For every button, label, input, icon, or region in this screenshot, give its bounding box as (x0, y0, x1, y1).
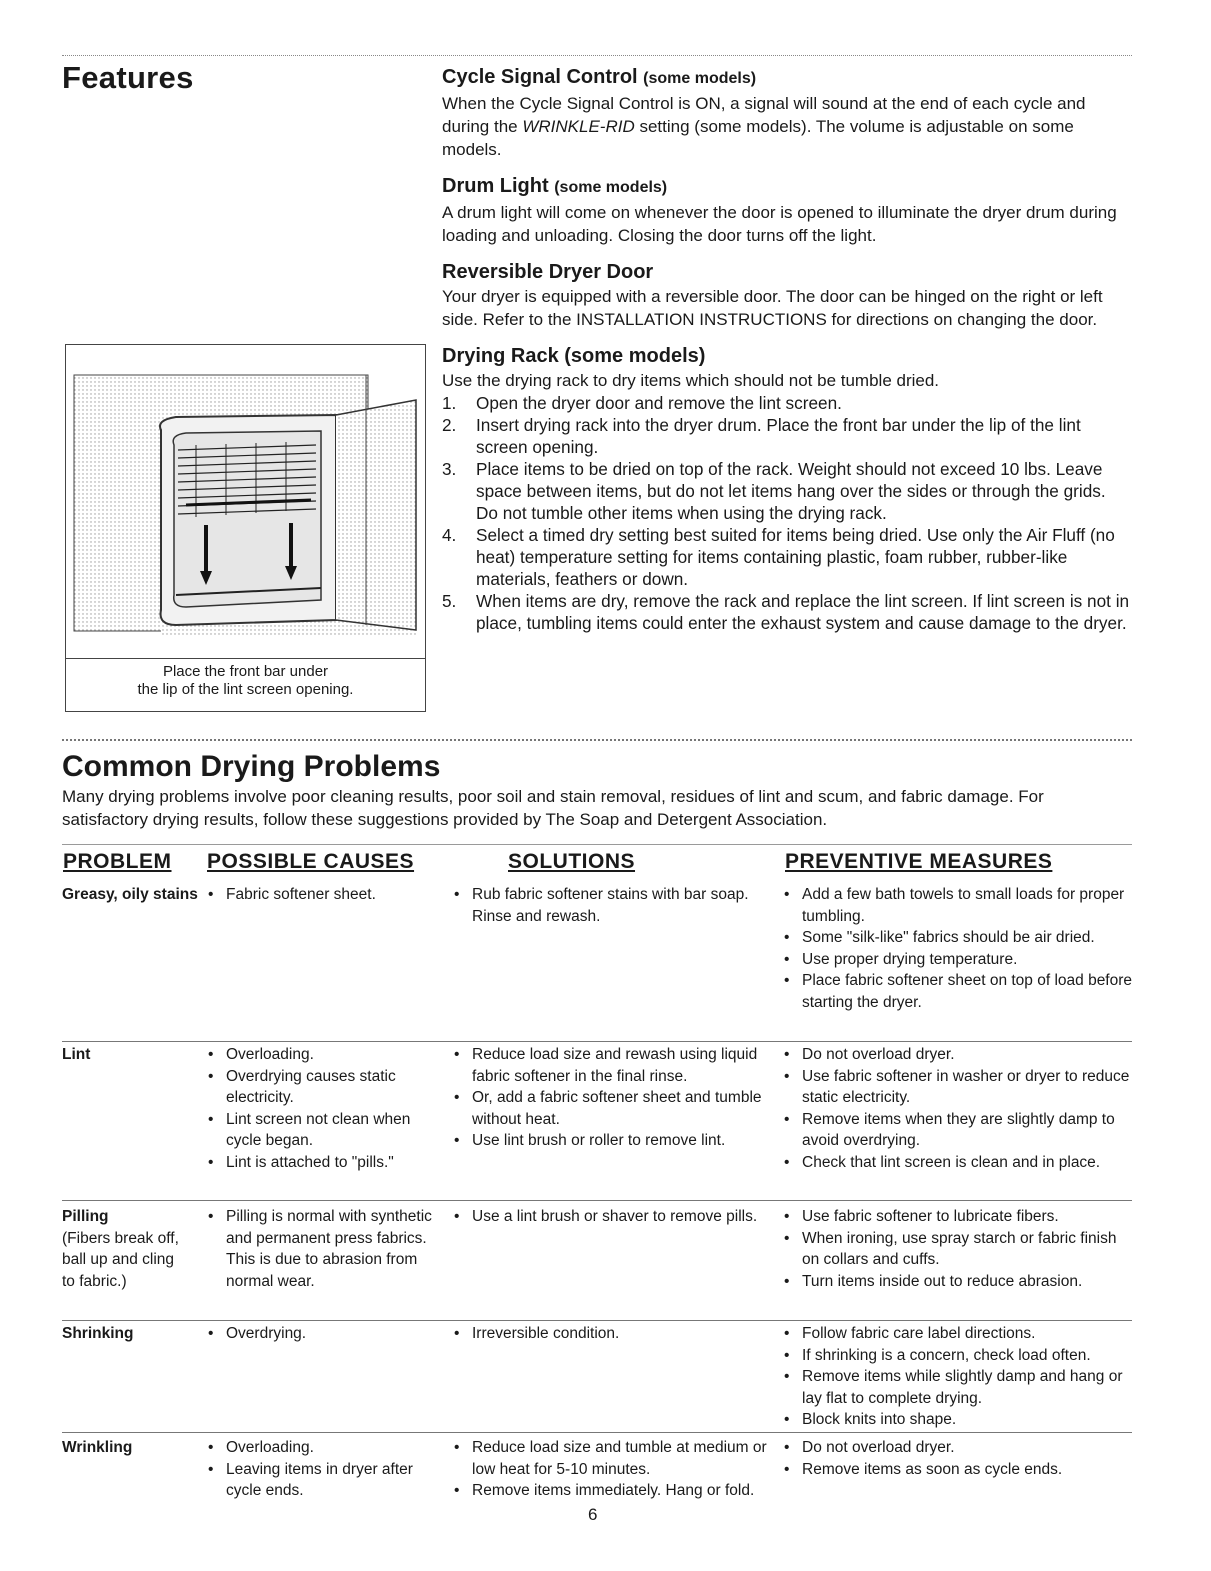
problem-cell: Greasy, oily stains (62, 886, 198, 903)
list-item: • Or, add a fabric softener sheet and tumble without heat. (450, 1087, 780, 1130)
drying-rack-intro: Use the drying rack to dry items which should not be tumble dried. (442, 371, 940, 390)
list-item: • Overdrying causes static electricity. (204, 1066, 434, 1109)
reversible-door-section (442, 259, 1132, 331)
list-item: • Use proper drying temperature. (780, 949, 1135, 971)
list-item: • Some "silk-like" fabrics should be air dried. (780, 927, 1135, 949)
solutions-cell (450, 1206, 780, 1228)
table-top-rule (62, 844, 1132, 845)
solutions-cell (450, 1044, 780, 1152)
list-item: • Use a lint brush or shaver to remove pills. (450, 1206, 780, 1228)
drying-rack-illustration (65, 344, 426, 712)
preventive-cell (780, 1206, 1135, 1292)
drum-light-body: A drum light will come on whenever the door is opened to illuminate the dryer drum during loading and unloading. Closing the door turns off the light. (442, 203, 1117, 245)
header-solutions: SOLUTIONS (508, 850, 636, 873)
row-divider (62, 1320, 1132, 1321)
reversible-door-body: Your dryer is equipped with a reversible door. The door can be hinged on the right or left side. Refer to the INSTALLATION INSTRUCTIONS for directions on changing the door. (442, 287, 1103, 329)
list-item: • Use fabric softener in washer or dryer to reduce static electricity. (780, 1066, 1135, 1109)
problem-cell: Lint (62, 1046, 91, 1063)
problem-note: (Fibers break off, ball up and cling to fabric.) (62, 1229, 179, 1290)
list-item: • Use fabric softener to lubricate fibers. (780, 1206, 1135, 1228)
page-number: 6 (588, 1505, 598, 1524)
top-rule (62, 55, 1132, 56)
step-item: 4. Select a timed dry setting best suited for items being dried. Use only the Air Fluff (no heat) temperature setting for items containing plastic, foam rubber, rubber-like materials, feathers or down. (442, 525, 1115, 589)
cycle-signal-title: Cycle Signal Control (some models) (442, 66, 757, 88)
list-item: • Leaving items in dryer after cycle ends. (204, 1459, 434, 1502)
list-item: • Place fabric softener sheet on top of load before starting the dryer. (780, 970, 1135, 1013)
problem-cell: Shrinking (62, 1325, 134, 1342)
list-item: • Pilling is normal with synthetic and permanent press fabrics. This is due to abrasion from normal wear. (204, 1206, 434, 1292)
cycle-signal-section (442, 64, 1132, 161)
list-item: • Follow fabric care label directions. (780, 1323, 1135, 1345)
list-item: • Lint screen not clean when cycle began. (204, 1109, 434, 1152)
header-preventive: PREVENTIVE MEASURES (785, 850, 1053, 873)
reversible-door-title: Reversible Dryer Door (442, 261, 654, 283)
drying-rack-title: Drying Rack (some models) (442, 345, 706, 367)
causes-cell (204, 1437, 434, 1502)
list-item: • Remove items as soon as cycle ends. (780, 1459, 1135, 1481)
header-causes: POSSIBLE CAUSES (207, 850, 415, 873)
problem-cell: Pilling (Fibers break off, ball up and cling to fabric.) (62, 1206, 202, 1292)
problem-cell: Wrinkling (62, 1439, 133, 1456)
drying-rack-section (442, 343, 1132, 634)
list-item: • Add a few bath towels to small loads for proper tumbling. (780, 884, 1135, 927)
problems-intro: Many drying problems involve poor cleaning results, poor soil and stain removal, residues of lint and scum, and fabric damage. For satisfactory drying results, follow these suggestions provided by The Soap and Detergent Association. (62, 787, 1044, 829)
causes-cell (204, 884, 434, 906)
list-item: • Remove items when they are slightly damp to avoid overdrying. (780, 1109, 1135, 1152)
causes-cell (204, 1206, 434, 1292)
preventive-cell (780, 884, 1135, 1013)
list-item: • If shrinking is a concern, check load often. (780, 1345, 1135, 1367)
drum-light-section (442, 173, 1132, 247)
solutions-cell (450, 1323, 780, 1345)
list-item: • Irreversible condition. (450, 1323, 780, 1345)
list-item: • Use lint brush or roller to remove lint. (450, 1130, 780, 1152)
list-item: • Lint is attached to "pills." (204, 1152, 434, 1174)
list-item: • Overloading. (204, 1044, 434, 1066)
list-item: • Reduce load size and rewash using liquid fabric softener in the final rinse. (450, 1044, 780, 1087)
causes-cell (204, 1323, 434, 1345)
step-item: 5. When items are dry, remove the rack and replace the lint screen. If lint screen is not in place, tumbling items could enter the exhaust system and cause damage to the dryer. (442, 591, 1130, 633)
solutions-cell (450, 1437, 780, 1502)
features-column (442, 64, 1132, 646)
list-item: • Turn items inside out to reduce abrasion. (780, 1271, 1135, 1293)
row-divider (62, 1200, 1132, 1201)
list-item: • Do not overload dryer. (780, 1437, 1135, 1459)
list-item: • Block knits into shape. (780, 1409, 1135, 1431)
list-item: • Remove items while slightly damp and hang or lay flat to complete drying. (780, 1366, 1135, 1409)
causes-cell (204, 1044, 434, 1173)
features-heading: Features (62, 60, 194, 95)
list-item: • Overloading. (204, 1437, 434, 1459)
step-item: 2. Insert drying rack into the dryer drum. Place the front bar under the lip of the lint screen opening. (442, 415, 1081, 457)
list-item: • Do not overload dryer. (780, 1044, 1135, 1066)
list-item: • Fabric softener sheet. (204, 884, 434, 906)
figure-caption: Place the front bar under the lip of the lint screen opening. (137, 663, 354, 698)
header-problem: PROBLEM (63, 850, 172, 873)
section-rule (62, 739, 1132, 741)
preventive-cell (780, 1323, 1135, 1431)
row-divider (62, 1041, 1132, 1042)
common-problems-heading: Common Drying Problems (62, 750, 441, 783)
list-item: • Remove items immediately. Hang or fold. (450, 1480, 780, 1502)
list-item: • Overdrying. (204, 1323, 434, 1345)
drying-rack-steps (442, 392, 1132, 634)
list-item: • Reduce load size and tumble at medium or low heat for 5-10 minutes. (450, 1437, 780, 1480)
row-divider (62, 1432, 1132, 1433)
dryer-rack-drawing (66, 345, 425, 657)
step-item: 3. Place items to be dried on top of the rack. Weight should not exceed 10 lbs. Leave space between items, but do not let items hang over the sides or through the grids. Do not tumble other items when using the drying rack. (442, 459, 1106, 523)
preventive-cell (780, 1044, 1135, 1173)
preventive-cell (780, 1437, 1135, 1480)
drum-light-title: Drum Light (some models) (442, 175, 668, 197)
list-item: • Check that lint screen is clean and in place. (780, 1152, 1135, 1174)
step-item: 1. Open the dryer door and remove the lint screen. (442, 393, 842, 413)
list-item: • When ironing, use spray starch or fabric finish on collars and cuffs. (780, 1228, 1135, 1271)
list-item: • Rub fabric softener stains with bar soap. Rinse and rewash. (450, 884, 780, 927)
cycle-signal-body: When the Cycle Signal Control is ON, a signal will sound at the end of each cycle and during the WRINKLE-RID setting (some models). The volume is adjustable on some models. (442, 94, 1086, 159)
solutions-cell (450, 884, 780, 927)
figure-divider (66, 658, 425, 659)
